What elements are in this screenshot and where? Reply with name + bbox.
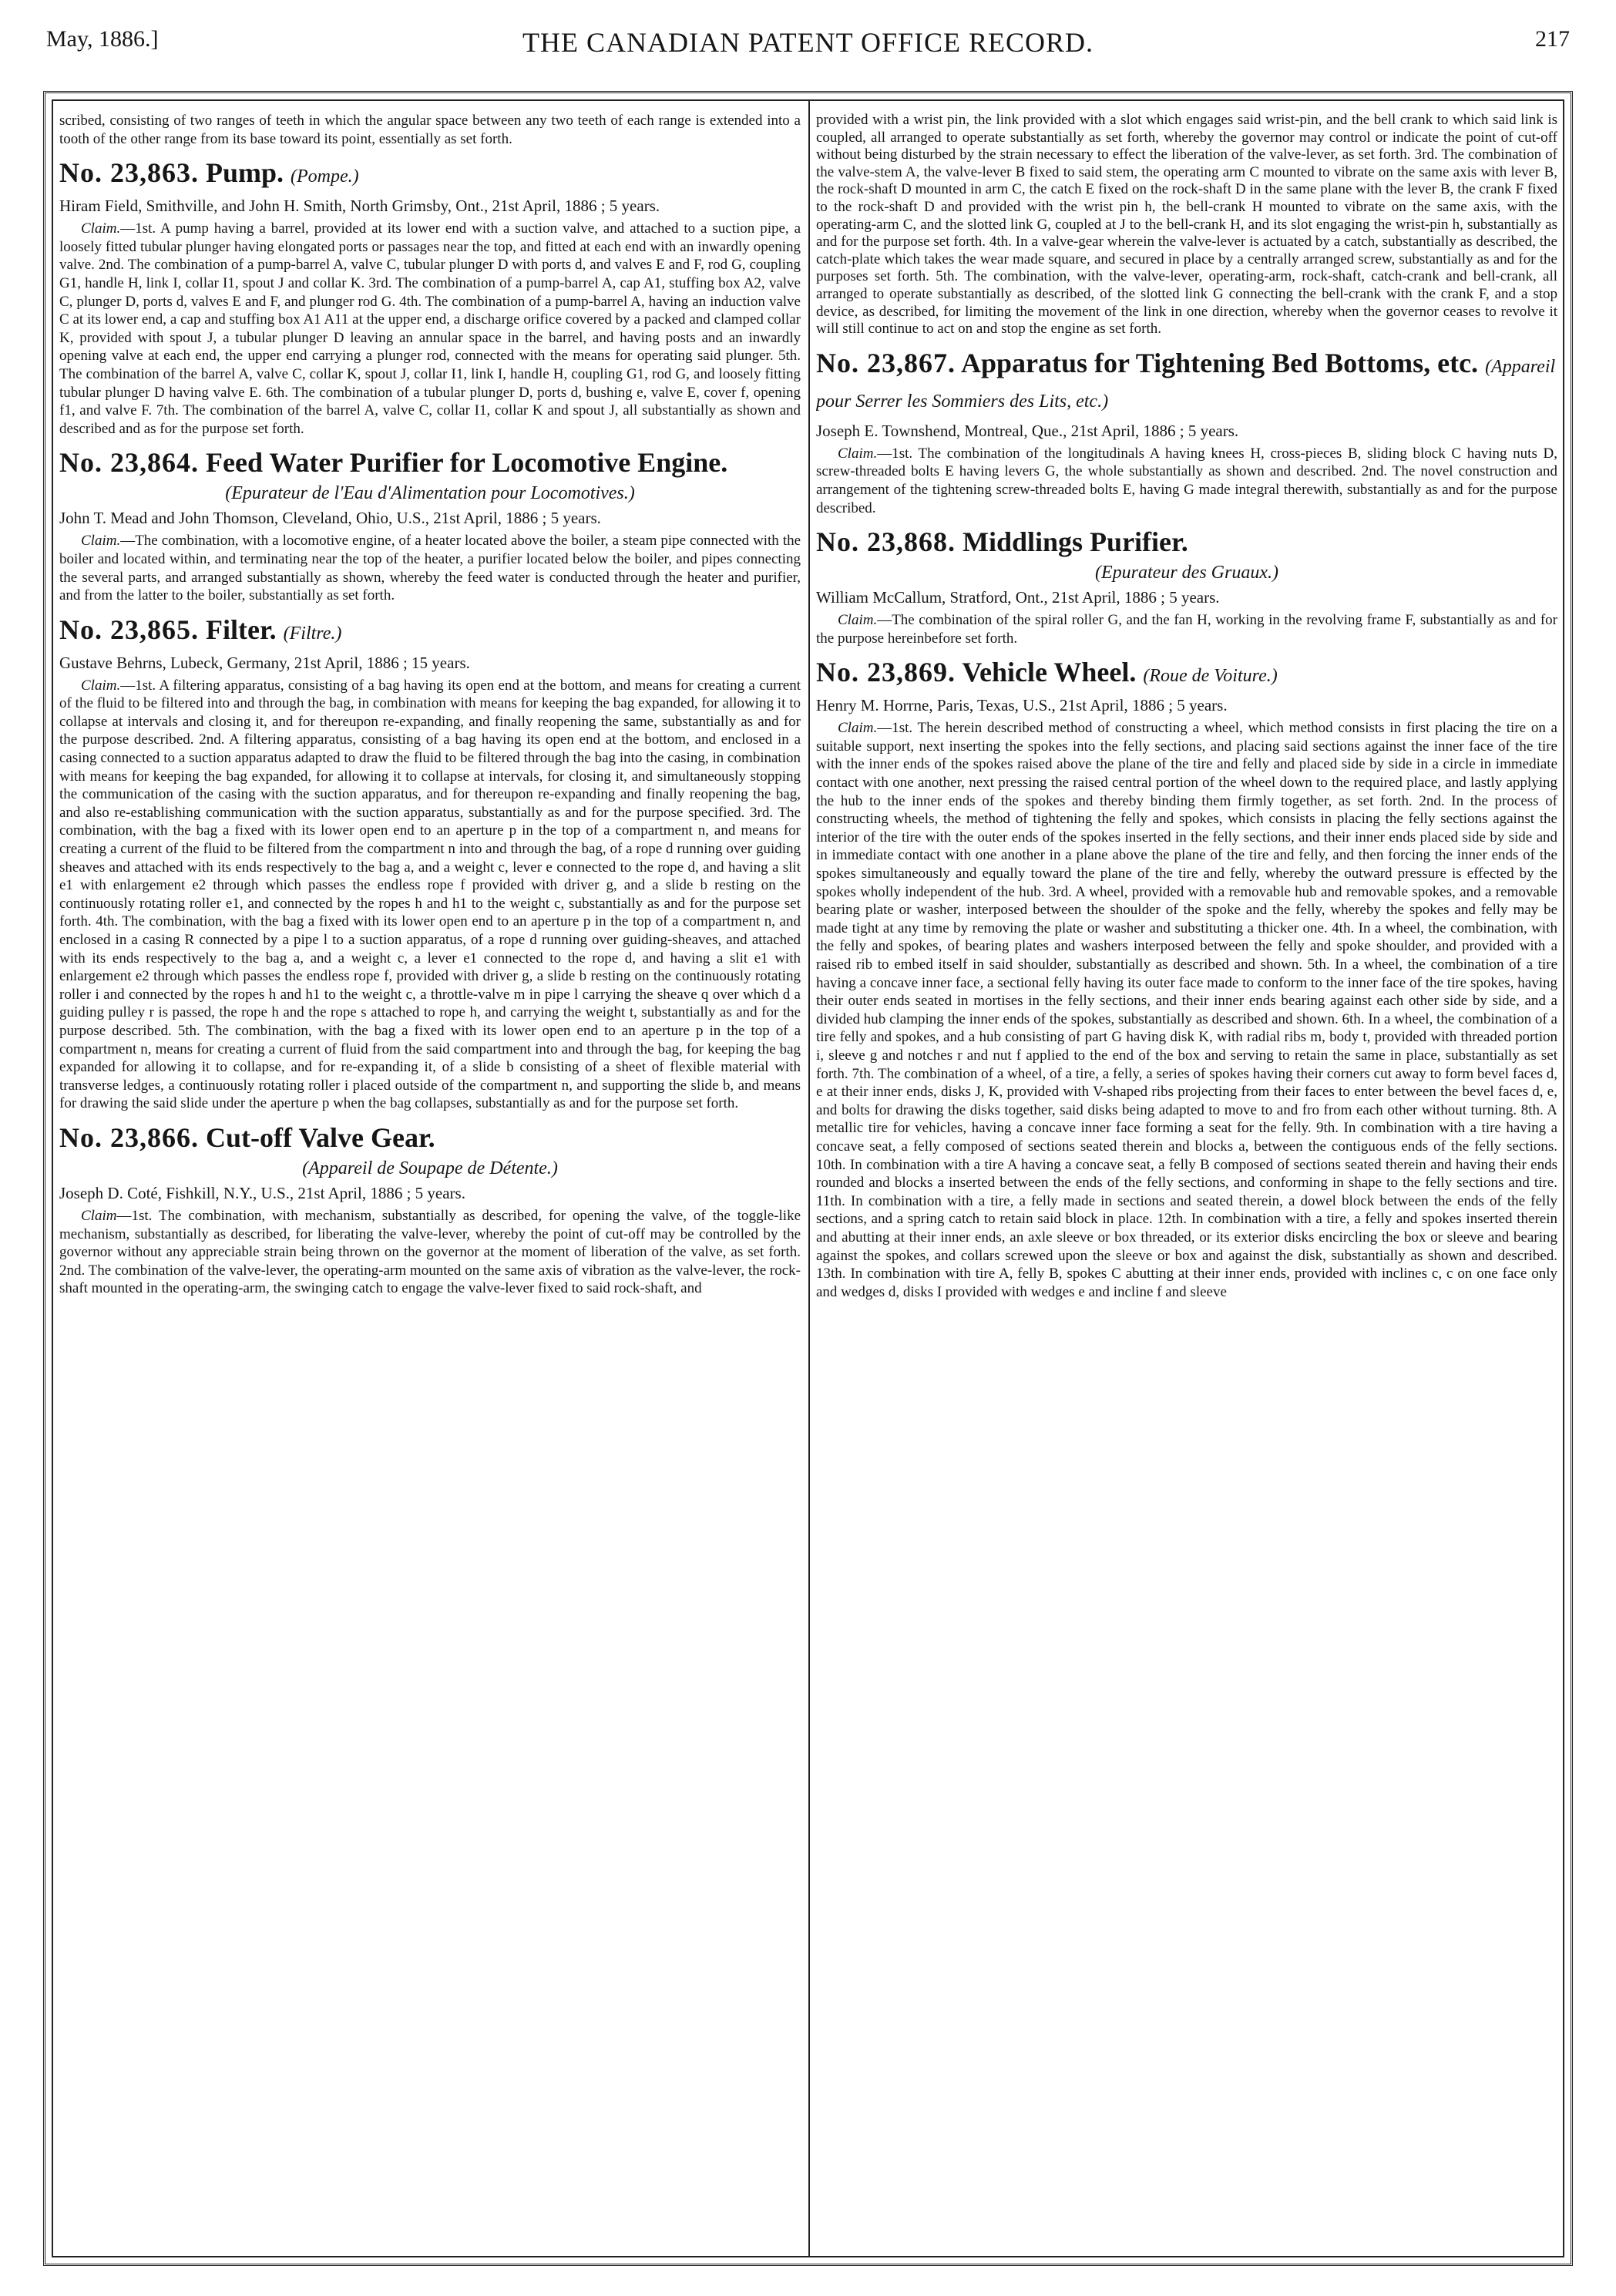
patent-number: No. 23,863. — [59, 157, 199, 189]
patent-title: Cut-off Valve Gear. — [206, 1121, 435, 1153]
entry-heading — [59, 614, 801, 649]
claim-label: Claim. — [838, 720, 878, 737]
patent-title-french: (Epurateur de l'Eau d'Alimentation pour Locomotives.) — [225, 483, 635, 504]
patent-title: Feed Water Purifier for Locomotive Engine. — [206, 447, 728, 479]
claim-label: Claim. — [81, 533, 121, 550]
patent-entry-23869 — [816, 657, 1557, 1301]
left-column — [59, 112, 801, 2245]
patent-title-french: (Appareil pour Serrer les Sommiers des Lits, etc.) — [816, 356, 1556, 412]
page-number: 217 — [1535, 26, 1570, 52]
claim-text: —1st. The combination, with mechanism, substantially as described, for opening the valve, of the toggle-like mechanism, substantially as described, for liberating the valve-lever, whereby the point of cut-off may be controlled by the governor without any appreciable strain being thrown on the governor at the moment of liberation of the valve, as set forth. 2nd. The combination of the valve-lever, the operating-arm mounted on the same axis of vibration as the valve-lever, the rock-shaft mounted in the operating-arm, the swinging catch to engage the valve-lever fixed to said rock-shaft, and — [59, 1207, 801, 1297]
patent-inventors: Henry M. Horrne, Paris, Texas, U.S., 21st April, 1886 ; 5 years. — [816, 696, 1228, 715]
continuation-text: provided with a wrist pin, the link provided with a slot which engages said wrist-pin, and the bell crank to which said link is coupled, all arranged to operate substantially as set forth, whereby the governor may control or indicate the point of cut-off without being disturbed by the strain necessary to effect the liberation of the valve-lever, as set forth. 3rd. The combination of the valve-stem A, the valve-lever B fixed to said stem, the operating arm C mounted to vibrate on the same axis with lever B, the rock-shaft D mounted in arm C, the catch E fixed on the rock-shaft D in the same plane with the lever B, the crank F fixed to the rock-shaft D and provided with the wrist pin h, the bell-crank H mounted to vibrate on the same axis, with the operating-arm C, and the slotted link G, coupled at J to the bell-crank H, and its slot engaging the wrist-pin h, substantially as and for the purpose set forth. 4th. In a valve-gear wherein the valve-lever is actuated by a catch, substantially as described, the catch-plate which takes the wear made square, and secured in place by a centrally arranged screw, substantially as and for the purposes set forth. 5th. The combination, with the valve-lever, operating-arm, rock-shaft, catch-crank and bell-crank, all arranged to operate substantially as described, of the slotted link G connecting the bell-crank with the crank F, and a stop device, as described, for limiting the movement of the link in one direction, whereby when the governor ceases to revolve it will still continue to act on and stop the engine as set forth. — [816, 112, 1557, 338]
patent-title: Middlings Purifier. — [963, 526, 1188, 558]
claim-text: —The combination, with a locomotive engine, of a heater located above the boiler, a steam pipe connected with the boiler and located within, and terminating near the top of the heater, a purifier located below the boiler, and pipes connecting the several parts, and arranged substantially as shown, whereby the feed water is conducted through the heater and purifier, and from the latter to the boiler, substantially as set forth. — [59, 533, 801, 604]
patent-claim — [59, 532, 801, 604]
patent-title-french: (Appareil de Soupape de Détente.) — [302, 1158, 558, 1178]
patent-inventors: Joseph D. Coté, Fishkill, N.Y., U.S., 21st April, 1886 ; 5 years. — [59, 1183, 465, 1202]
publication-title: THE CANADIAN PATENT OFFICE RECORD. — [522, 27, 1094, 58]
patent-number: No. 23,865. — [59, 613, 199, 645]
patent-title: Filter. — [206, 613, 277, 645]
patent-entry-23866 — [59, 1122, 801, 1298]
claim-label: Claim. — [81, 677, 121, 694]
right-column — [816, 112, 1557, 2245]
claim-label: Claim. — [838, 612, 878, 629]
entry-heading — [59, 1122, 801, 1153]
patent-title: Vehicle Wheel. — [962, 657, 1137, 688]
patent-entry-23865 — [59, 614, 801, 1113]
patent-inventors: William McCallum, Stratford, Ont., 21st April, 1886 ; 5 years. — [816, 588, 1220, 607]
continuation-text: scribed, consisting of two ranges of teeth in which the angular space between any two teeth of each range is extended into a tooth of the other range from its base toward its point, essentially as set forth. — [59, 113, 801, 147]
entry-heading — [816, 526, 1557, 557]
page-header — [46, 26, 1570, 72]
patent-inventors: Gustave Behrns, Lubeck, Germany, 21st April, 1886 ; 15 years. — [59, 653, 470, 672]
patent-number: No. 23,864. — [59, 447, 199, 479]
patent-entry-23867 — [816, 348, 1557, 517]
patent-claim — [59, 1207, 801, 1298]
patent-number: No. 23,866. — [59, 1121, 199, 1153]
patent-number: No. 23,867. — [816, 347, 956, 378]
column-divider — [808, 101, 810, 2256]
patent-claim — [59, 677, 801, 1113]
patent-title-french: (Epurateur des Gruaux.) — [1095, 563, 1278, 583]
patent-claim — [816, 719, 1557, 1301]
entry-heading — [59, 447, 801, 478]
claim-label: Claim — [81, 1207, 117, 1224]
patent-title-french: (Pompe.) — [291, 166, 359, 187]
entry-heading — [59, 157, 801, 192]
claim-text: —1st. A pump having a barrel, provided at its lower end with a suction valve, and attached to a suction pipe, a loosely fitted tubular plunger having elongated ports or passages near the top, and fitted at each end with an inwardly opening valve. 2nd. The combination of a pump-barrel A, valve C, tubular plunger D with ports d, and valves E and F, rod G, coupling G1, handle H, link I, collar I1, spout J and collar K. 3rd. The combination of a pump-barrel A, cap A1, stuffing box A2, valve C, plunger D, ports d, valves E and F, and plunger rod G. 4th. The combination of a pump-barrel A, having an induction valve C at its lower end, a cap and stuffing box A1 A11 at the upper end, a discharge orifice covered by a packed and clamped collar K, provided with spout J, a tubular plunger D leaving an annular space in the barrel, and having posts and an inwardly opening valve at each end, the upper end carrying a plunger rod, connected with the means for operating said plunger. 5th. The combination of the barrel A, valve C, collar K, spout J, collar I1, link I, handle H, coupling G1, rod G, and loosely fitting tubular plunger D having valve E. 6th. The combination of a tubular plunger D, ports d, bushing e, valve E, cover f, opening f1, and valve F. 7th. The combination of the barrel A, valve C, collar I1, collar K and spout J, all substantially as shown and described and as for the purpose set forth. — [59, 220, 801, 437]
page-frame — [43, 91, 1573, 2266]
patent-entry-23868 — [816, 526, 1557, 647]
patent-entry-23864 — [59, 447, 801, 604]
claim-text: —The combination of the spiral roller G, and the fan H, working in the revolving frame F, substantially as and for the purpose hereinbefore set forth. — [816, 612, 1557, 647]
claim-label: Claim. — [81, 220, 121, 237]
claim-label: Claim. — [838, 445, 878, 462]
patent-claim — [816, 611, 1557, 647]
patent-number: No. 23,869. — [816, 657, 956, 688]
page-frame-inner — [52, 99, 1564, 2257]
patent-inventors: Joseph E. Townshend, Montreal, Que., 21st April, 1886 ; 5 years. — [816, 421, 1239, 440]
claim-text: —1st. The herein described method of constructing a wheel, which method consists in first placing the tire on a suitable support, next inserting the spokes into the felly sections, and placing said sections against the inner face of the tire with the inner ends of the spokes raised above the plane of the tire and felly and placed side by side in a circle in immediate contact with one another, next pressing the raised central portion of the wheel down to the required place, and lastly applying the hub to the inner ends of the spokes and thereby binding them firmly together, as set forth. 2nd. In the process of constructing wheels, the method of tightening the felly and spokes, which consists in placing the felly sections against the interior of the tire with the outer ends of the spokes inserted in the felly sections, and their inner ends placed side by side and in immediate contact with one another in a plane above the plane of the tire and felly, and then forcing the inner ends of the spokes simultaneously and equally toward the plane of the tire and felly, whereby the outward pressure is effected by the spokes wholly independent of the hub. 3rd. A wheel, provided with a removable hub and removable spokes, and a removable bearing plate or washer, interposed between the shoulder of the spoke and the felly, whereby the spokes and felly may be made tight at any time by removing the plate or washer and substituting a thicker one. 4th. In a wheel, the combination, with the felly and spokes, of bearing plates and washers interposed between the felly and spoke shoulder, and provided with a raised rib to embed itself in said shoulder, substantially as described and shown. 5th. In a wheel, the combination of a tire having a concave inner face, a sectional felly having its outer face made to conform to the inner face of the tire spokes, having their outer ends seated in mortises in the felly sections, and their inner ends bearing against each other side by side, and a divided hub clamping the inner ends of the spokes, substantially as described and shown. 6th. In a wheel, the combination of a tire felly and spokes, and a hub consisting of part G having disk K, with radial ribs m, body t, provided with threaded portion i, sleeve g and notches r and nut f applied to the end of the box and serving to retain the same in place, substantially as set forth. 7th. The combination of a wheel, of a tire, a felly, a series of spokes having their corners cut away to form bevel faces d, e at their inner ends, disks J, K, provided with V-shaped ribs projecting from their faces to enter between the bevel faces d, e, and bolts for drawing the disks together, said disks being adapted to move to and fro from each other without turning. 8th. A metallic tire for vehicles, having a concave inner face forming a seat for the felly. 9th. In combination with a tire having a concave seat, a felly composed of sections seated therein and blocks a, between the contiguous ends of the felly sections. 10th. In combination with a tire A having a concave seat, a felly B composed of sections seated therein and having their ends rounded and blocks a inserted between the ends of the felly sections, and conforming in shape to the felly sections and tire. 11th. In combination with a tire, a felly made in sections and seated therein, a dowel block between the ends of the felly sections, and a spring catch to retain said block in place. 12th. In combination with a tire, a felly and spokes inserted therein and abutting at their inner ends, an axle sleeve or box threaded, or its exterior disks encircling the box or sleeve and bearing against the spokes, and collars screwed upon the sleeve or box and against the disk, substantially as shown and described. 13th. In combination with tire A, felly B, spokes C abutting at their inner ends, provided with inclines c, c on one face only and wedges d, disks I provided with wedges e and incline f and sleeve — [816, 720, 1557, 1300]
patent-title-french: (Filtre.) — [283, 623, 342, 644]
patent-title: Pump. — [206, 157, 284, 189]
patent-entry-23863 — [59, 157, 801, 438]
entry-heading — [816, 348, 1557, 417]
patent-inventors: John T. Mead and John Thomson, Cleveland, Ohio, U.S., 21st April, 1886 ; 5 years. — [59, 509, 601, 528]
entry-heading — [816, 657, 1557, 691]
patent-inventors: Hiram Field, Smithville, and John H. Smith, North Grimsby, Ont., 21st April, 1886 ; 5 years. — [59, 197, 660, 216]
patent-number: No. 23,868. — [816, 526, 956, 558]
claim-text: —1st. The combination of the longitudinals A having knees H, cross-pieces B, sliding block C having nuts D, screw-threaded bolts E having levers G, the whole substantially as shown and described. 2nd. The novel construction and arrangement of the tightening screw-threaded bolts E, having G made integral therewith, substantially as and for the purpose described. — [816, 445, 1557, 516]
patent-claim — [59, 220, 801, 438]
patent-title: Apparatus for Tightening Bed Bottoms, etc. — [961, 347, 1479, 378]
patent-claim — [816, 445, 1557, 517]
patent-title-french: (Roue de Voiture.) — [1143, 666, 1278, 687]
issue-date: May, 1886.] — [46, 26, 159, 52]
claim-text: —1st. A filtering apparatus, consisting of a bag having its open end at the bottom, and means for creating a current of the fluid to be filtered into and through the bag, in combination with means for keeping the bag expanded, for allowing it to collapse at intervals and closing it, and for thereupon re-expanding, and finally reopening the same, substantially as and for the purpose described. 2nd. A filtering apparatus, consisting of a bag having its open end at the bottom, and enclosed in a casing connected to a suction apparatus adapted to draw the fluid to be filtered through the bag into the casing, in combination with means for keeping the bag expanded, for allowing it to collapse at intervals, for closing it, and simultaneously stopping the communication of the casing with the suction apparatus, and for thereupon re-expanding and finally reopening the bag, and also re-establishing communication with the suction apparatus, substantially as and for the purpose specified. 3rd. The combination, with the bag a fixed with its lower open end to an aperture p in the top of a compartment n, and means for creating a current of the fluid to be filtered from the compartment n into and through the bag, of a rope d running over guiding sheaves and attached with its ends respectively to the bag a, and a weight c, lever e connected to the rope d, and having a slit e1 with enlargement e2 through which passes the endless rope f provided with driver g, and a slide b resting on the continuously rotating roller e1, and connected by the ropes h and h1 to the weight c, substantially as and for the purpose set forth. 4th. The combination, with the bag a fixed with its lower open end to an aperture p in the top of a compartment n, and enclosed in a casing R connected by a pipe l to a suction apparatus, of a rope d running over guiding-sheaves, and attached with its ends respectively to the bag a, and a weight c, a lever e1 connected to the rope d, and having a slit e1 with enlargement e2 through which passes the endless rope f, provided with driver g, a slide b resting on the continuously rotating roller i and connected by the ropes h and h1 to the weight c, a throttle-valve m in pipe l carrying the sheave q over which d a guiding pulley r is passed, the rope h and the rope s attached to rope h, and carrying the weight t, substantially as and for the purpose described. 5th. The combination, with the bag a fixed with its lower open end to an aperture p in the top of a compartment n, means for creating a current of fluid from the said compartment into and through the bag, for keeping the bag expanded for allowing it to collapse, and for re-expanding it, of a slide b consisting of a sheet of flexible material with transverse ledges, a continuously rotating roller i placed outside of the compartment n, and supporting the slide b, and means for drawing the said slide under the aperture p when the bag collapses, substantially as and for the purpose set forth. — [59, 677, 801, 1112]
